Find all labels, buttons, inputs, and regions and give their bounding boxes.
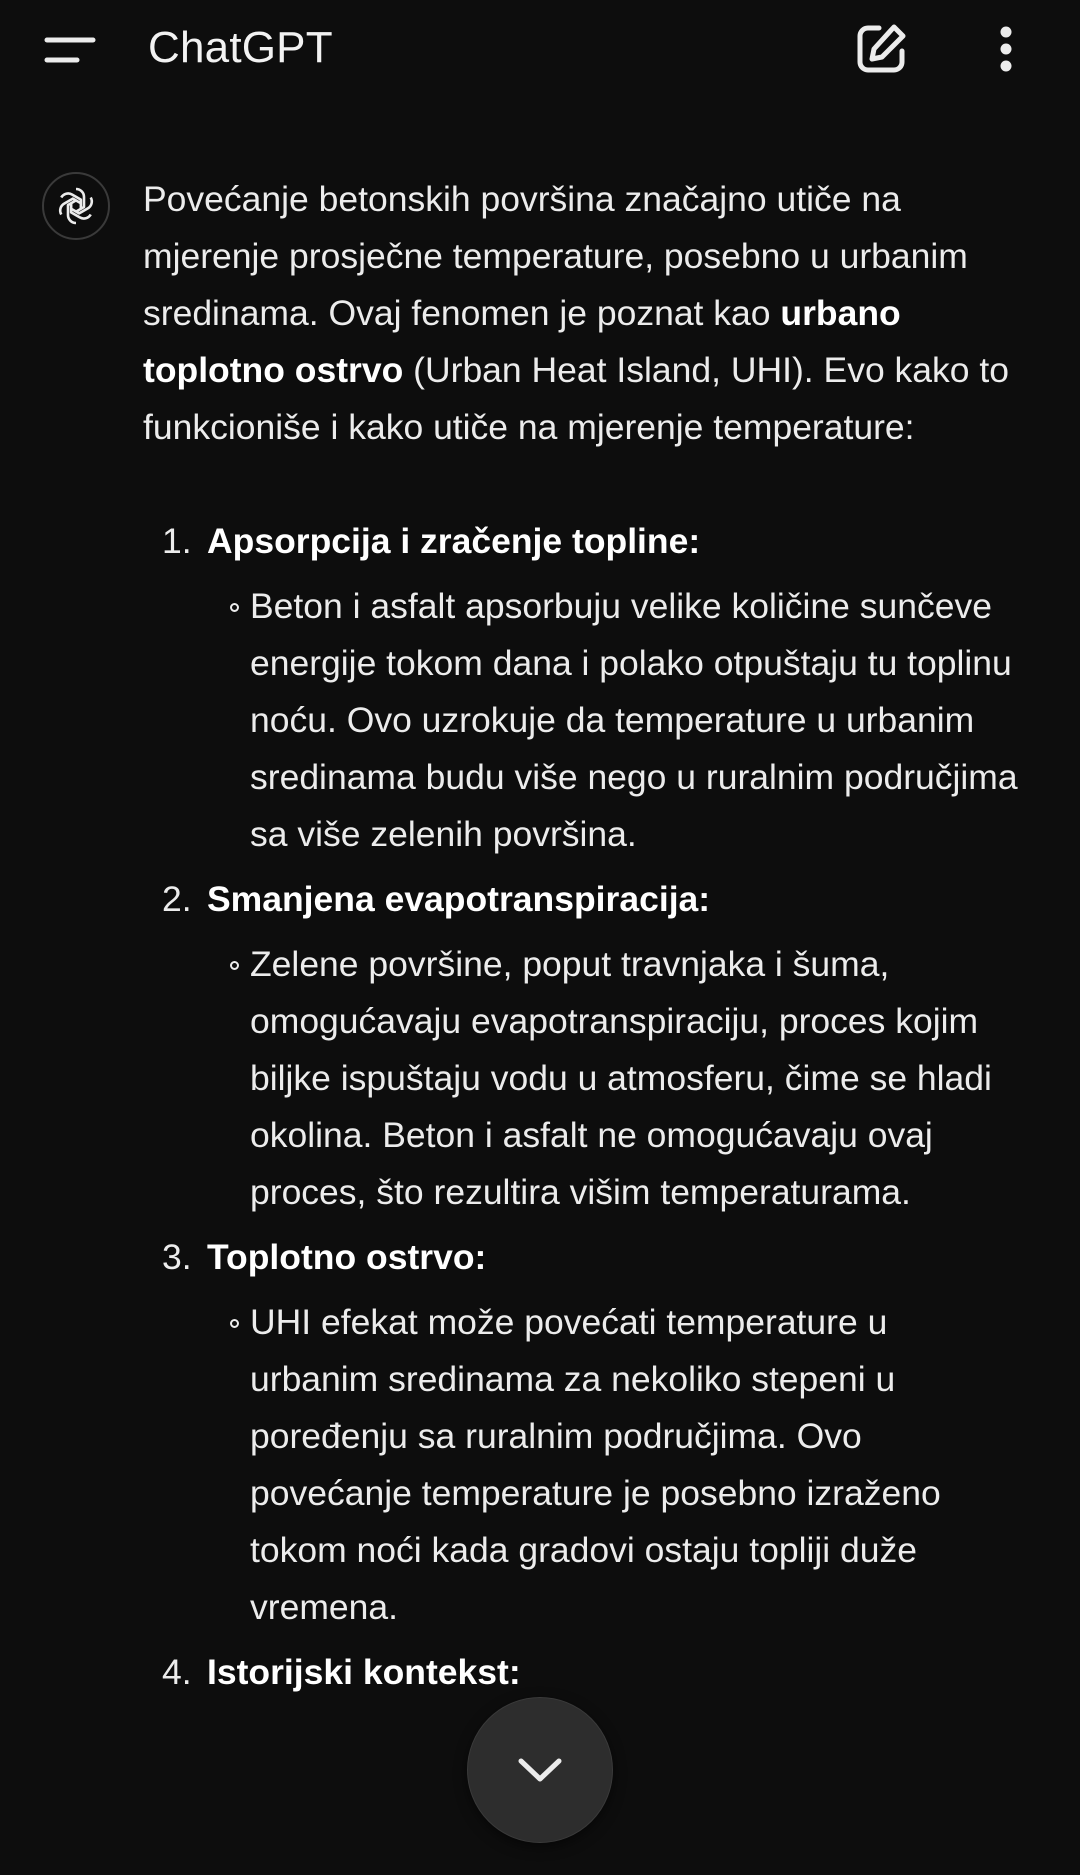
assistant-message bbox=[143, 171, 1023, 1701]
more-vertical-icon bbox=[998, 26, 1014, 72]
list-item bbox=[143, 1644, 1023, 1701]
bullet-circle-icon bbox=[230, 1319, 239, 1328]
more-options-button[interactable] bbox=[980, 18, 1032, 80]
numbered-list bbox=[143, 513, 1023, 1701]
app-title: ChatGPT bbox=[148, 23, 333, 72]
new-chat-icon bbox=[854, 22, 908, 76]
list-item-number: 3. bbox=[162, 1237, 192, 1277]
list-item-title: Toplotno ostrvo: bbox=[207, 1237, 487, 1277]
list-item bbox=[143, 871, 1023, 1221]
list-item-number: 2. bbox=[162, 879, 192, 919]
openai-logo-icon bbox=[53, 183, 99, 229]
intro-text-end: (Urban Heat Island, UHI). Evo kako to funkcioniše i kako utiče na mjerenje temperature: bbox=[143, 350, 1010, 447]
bullet-text: Beton i asfalt apsorbuju velike količine sunčeve energije tokom dana i polako otpuštaju tu toplinu noću. Ovo uzrokuje da temperature u urbanim sredinama budu više nego u ruralnim područjima sa više zelenih površina. bbox=[250, 586, 1018, 854]
list-item-bullet bbox=[250, 936, 1023, 1221]
scroll-to-bottom-button[interactable] bbox=[467, 1697, 613, 1843]
list-item bbox=[143, 1229, 1023, 1636]
intro-bold-term: urbano toplotno ostrvo bbox=[143, 293, 901, 390]
menu-button[interactable] bbox=[40, 22, 100, 78]
new-chat-button[interactable] bbox=[850, 18, 912, 80]
bullet-circle-icon bbox=[230, 961, 239, 970]
list-item-title: Apsorpcija i zračenje topline: bbox=[207, 521, 701, 561]
bullet-text: Zelene površine, poput travnjaka i šuma, omogućavaju evapotranspiraciju, proces kojim biljke ispuštaju vodu u atmosferu, čime se hladi okolina. Beton i asfalt ne omogućavaju ovaj proces, što rezultira višim temperaturama. bbox=[250, 944, 992, 1212]
list-item-bullet bbox=[250, 1294, 1023, 1636]
list-item-number: 4. bbox=[162, 1652, 192, 1692]
bullet-circle-icon bbox=[230, 603, 239, 612]
intro-text-start: Povećanje betonskih površina značajno utiče na mjerenje prosječne temperature, posebno u urbanim sredinama. Ovaj fenomen je poznat kao bbox=[143, 179, 968, 333]
menu-icon bbox=[44, 33, 96, 67]
list-item-title: Istorijski kontekst: bbox=[207, 1652, 521, 1692]
chevron-down-icon bbox=[515, 1755, 565, 1785]
top-app-bar bbox=[0, 0, 1080, 98]
intro-paragraph bbox=[143, 171, 1023, 456]
list-item-number: 1. bbox=[162, 521, 192, 561]
list-item-bullet bbox=[250, 578, 1023, 863]
list-item bbox=[143, 513, 1023, 863]
list-item-title: Smanjena evapotranspiracija: bbox=[207, 879, 711, 919]
assistant-avatar bbox=[42, 172, 110, 240]
bullet-text: UHI efekat može povećati temperature u urbanim sredinama za nekoliko stepeni u poređenju sa ruralnim područjima. Ovo povećanje temperature je posebno izraženo tokom noći kada gradovi ostaju topliji duže vremena. bbox=[250, 1302, 941, 1627]
